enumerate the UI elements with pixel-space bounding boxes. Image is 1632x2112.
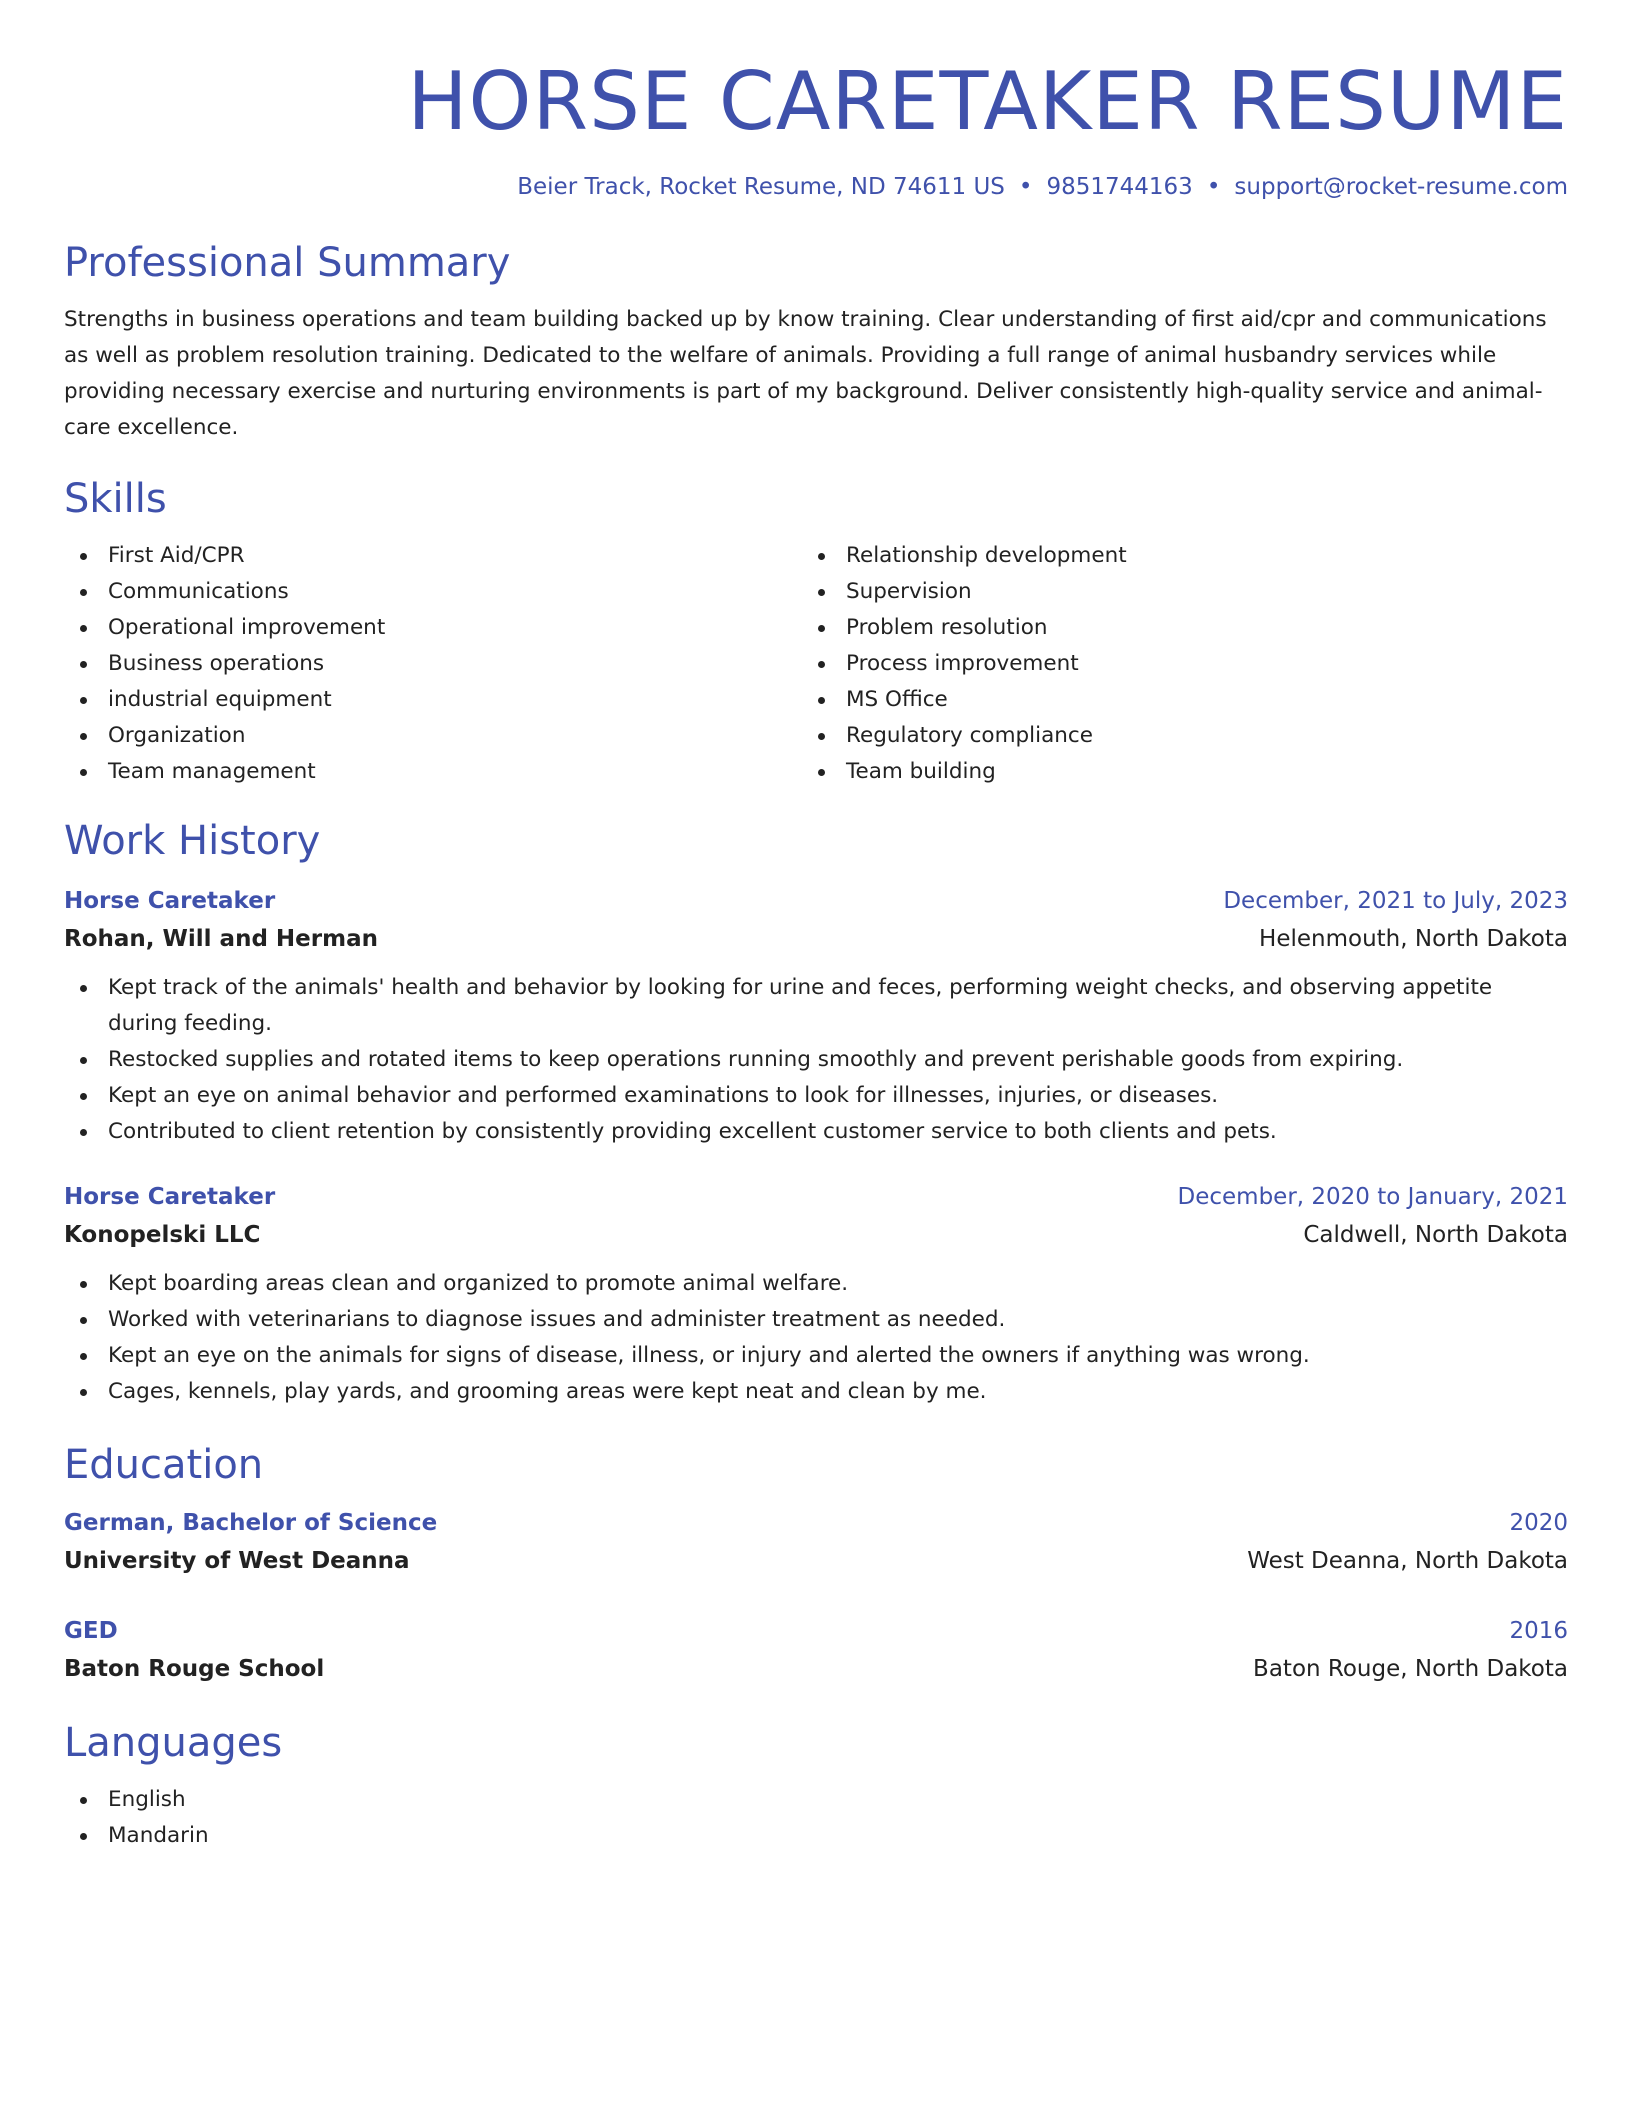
contact-address: Beier Track, Rocket Resume, ND 74611 US — [517, 174, 1005, 200]
education-degree: GED — [64, 1618, 118, 1644]
education-entry — [64, 1504, 1568, 1580]
job-entry — [64, 1178, 1568, 1410]
education-degree: German, Bachelor of Science — [64, 1510, 438, 1536]
resume-header — [64, 54, 1568, 204]
skills-column-right — [802, 538, 1540, 790]
job-dates: December, 2020 to January, 2021 — [1177, 1184, 1568, 1210]
skill-item: Regulatory compliance — [802, 718, 1540, 754]
education-school-row — [64, 1650, 1568, 1688]
education-location: West Deanna, North Dakota — [1247, 1548, 1568, 1574]
skill-item: industrial equipment — [64, 682, 802, 718]
contact-phone: 9851744163 — [1046, 174, 1193, 200]
languages-heading: Languages — [64, 1720, 283, 1766]
job-bullet: Kept boarding areas clean and organized to promote animal welfare. — [64, 1266, 1568, 1302]
contact-email[interactable]: support@rocket-resume.com — [1234, 174, 1568, 200]
education-entry — [64, 1612, 1568, 1688]
education-degree-row — [64, 1504, 1568, 1542]
skill-item: Business operations — [64, 646, 802, 682]
job-bullet: Contributed to client retention by consistently providing excellent customer service to both clients and pets. — [64, 1114, 1568, 1150]
skill-item: Supervision — [802, 574, 1540, 610]
job-bullet: Worked with veterinarians to diagnose issues and administer treatment as needed. — [64, 1302, 1568, 1338]
language-item: Mandarin — [64, 1818, 1568, 1854]
job-bullet: Cages, kennels, play yards, and grooming areas were kept neat and clean by me. — [64, 1374, 1568, 1410]
skill-item: First Aid/CPR — [64, 538, 802, 574]
skill-item: MS Office — [802, 682, 1540, 718]
job-company-row — [64, 920, 1568, 958]
skill-item: Process improvement — [802, 646, 1540, 682]
contact-separator: • — [1206, 174, 1221, 200]
job-bullet: Kept an eye on animal behavior and performed examinations to look for illnesses, injuries, or diseases. — [64, 1078, 1568, 1114]
language-item: English — [64, 1782, 1568, 1818]
contact-separator: • — [1018, 174, 1033, 200]
resume-title: HORSE CARETAKER RESUME — [407, 55, 1568, 148]
job-dates: December, 2021 to July, 2023 — [1223, 888, 1568, 914]
education-school-row — [64, 1542, 1568, 1580]
education-school: University of West Deanna — [64, 1548, 410, 1574]
job-company: Konopelski LLC — [64, 1222, 261, 1248]
skill-item: Communications — [64, 574, 802, 610]
skill-item: Team building — [802, 754, 1540, 790]
skills-heading: Skills — [64, 476, 167, 522]
job-role: Horse Caretaker — [64, 1184, 276, 1210]
job-company: Rohan, Will and Herman — [64, 926, 378, 952]
summary-heading: Professional Summary — [64, 240, 511, 286]
summary-text: Strengths in business operations and team building backed up by know training. Clear understanding of first aid/cpr and communications as well as problem resolution training. Dedicated to the welfare of animals. Providing a full range of animal husbandry services while providing necessary exercise and nurturing environments is part of my background. Deliver consistently high-quality service and animal-care excellence. — [64, 307, 1547, 440]
job-title-row — [64, 1178, 1568, 1216]
skill-item: Problem resolution — [802, 610, 1540, 646]
contact-line — [64, 170, 1568, 204]
job-bullet: Kept an eye on the animals for signs of disease, illness, or injury and alerted the owners if anything was wrong. — [64, 1338, 1568, 1374]
skill-item: Team management — [64, 754, 802, 790]
job-location: Caldwell, North Dakota — [1303, 1222, 1568, 1248]
languages-list — [64, 1782, 1568, 1854]
education-degree-row — [64, 1612, 1568, 1650]
education-year: 2020 — [1509, 1510, 1568, 1536]
job-bullets — [64, 970, 1568, 1150]
skill-item: Relationship development — [802, 538, 1540, 574]
job-entry — [64, 882, 1568, 1150]
skill-item: Organization — [64, 718, 802, 754]
job-bullet: Kept track of the animals' health and behavior by looking for urine and feces, performing weight checks, and observing appetite during feeding. — [64, 970, 1568, 1042]
education-school: Baton Rouge School — [64, 1656, 325, 1682]
education-heading: Education — [64, 1442, 264, 1488]
work-history-heading: Work History — [64, 818, 321, 864]
job-company-row — [64, 1216, 1568, 1254]
job-title-row — [64, 882, 1568, 920]
skills-column-left — [64, 538, 802, 790]
job-bullets — [64, 1266, 1568, 1410]
job-role: Horse Caretaker — [64, 888, 276, 914]
education-location: Baton Rouge, North Dakota — [1253, 1656, 1568, 1682]
job-bullet: Restocked supplies and rotated items to keep operations running smoothly and prevent perishable goods from expiring. — [64, 1042, 1568, 1078]
education-year: 2016 — [1509, 1618, 1568, 1644]
skill-item: Operational improvement — [64, 610, 802, 646]
skills-list — [64, 538, 1568, 790]
job-location: Helenmouth, North Dakota — [1259, 926, 1568, 952]
